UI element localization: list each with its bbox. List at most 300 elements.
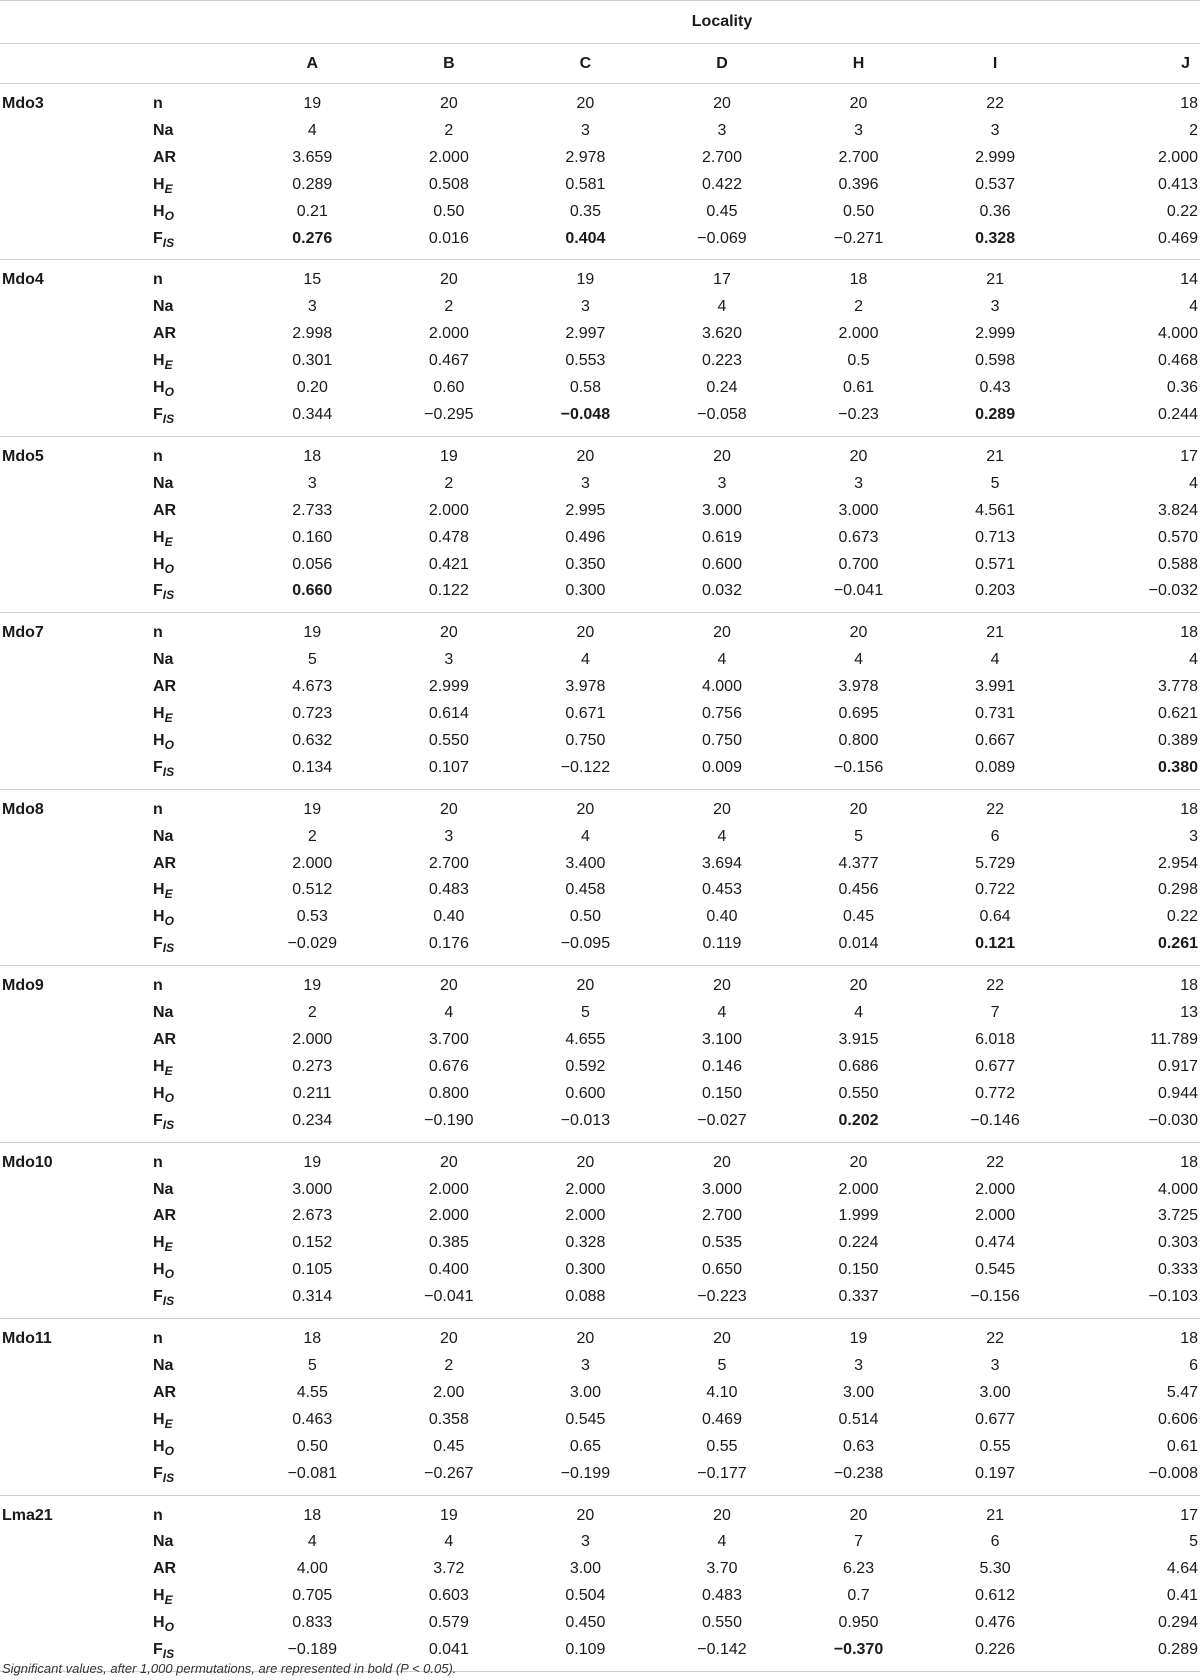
table-cell: 0.917 bbox=[1157, 1057, 1198, 1075]
table-row bbox=[0, 1284, 1200, 1318]
table-cell: 0.570 bbox=[1157, 528, 1198, 546]
column-header: B bbox=[381, 44, 518, 84]
table-cell: −0.142 bbox=[654, 1637, 791, 1671]
table-cell: 0.122 bbox=[381, 578, 518, 612]
table-cell: 3.915 bbox=[838, 1031, 879, 1048]
table-cell: 3.000 bbox=[701, 1180, 742, 1198]
table-cell: 3.620 bbox=[701, 325, 742, 343]
table-cell: 19 bbox=[303, 95, 322, 112]
table-cell: −0.030 bbox=[1063, 1108, 1200, 1142]
table-cell: 7 bbox=[990, 1004, 1000, 1022]
table-cell: 3.725 bbox=[1157, 1207, 1198, 1225]
table-cell: 5 bbox=[1189, 1533, 1198, 1551]
table-cell: 5.47 bbox=[1166, 1383, 1198, 1401]
table-cell: 0.344 bbox=[244, 402, 381, 436]
table-cell: 2.000 bbox=[292, 854, 333, 872]
table-cell: 3 bbox=[990, 1356, 1000, 1374]
table-cell: −0.027 bbox=[654, 1108, 791, 1142]
locus-name: Mdo5 bbox=[2, 447, 44, 465]
table-cell: 0.328 bbox=[565, 1234, 606, 1252]
table-cell: 2 bbox=[444, 298, 454, 316]
table-cell: 0.800 bbox=[428, 1084, 469, 1102]
table-cell: 3.400 bbox=[565, 854, 606, 872]
table-cell: 20 bbox=[439, 95, 458, 112]
table-header bbox=[0, 1, 1200, 84]
table-row bbox=[0, 1177, 1200, 1204]
table-cell: 0.276 bbox=[244, 226, 381, 260]
table-cell: 0.337 bbox=[790, 1284, 927, 1318]
locus-name: Mdo3 bbox=[2, 95, 44, 112]
table-cell: 20 bbox=[439, 800, 458, 818]
table-row bbox=[0, 1529, 1200, 1556]
statistic-label: $F_{IS}$ bbox=[143, 1461, 244, 1495]
table-cell: 0.088 bbox=[517, 1284, 654, 1318]
table-row bbox=[0, 525, 1200, 552]
table-cell: 0.660 bbox=[244, 578, 381, 612]
statistic-label: $H_E$ bbox=[153, 175, 173, 196]
statistic-label: n bbox=[153, 271, 163, 289]
header-row-columns bbox=[0, 44, 1200, 84]
table-cell: 0.45 bbox=[706, 202, 738, 220]
column-header: A bbox=[244, 44, 381, 84]
statistic-label: AR bbox=[153, 325, 177, 343]
table-cell: −0.189 bbox=[244, 1637, 381, 1671]
table-row bbox=[0, 904, 1200, 931]
table-cell: 3 bbox=[444, 651, 454, 669]
table-cell: 0.944 bbox=[1157, 1084, 1198, 1102]
table-row bbox=[0, 375, 1200, 402]
table-cell: 18 bbox=[303, 1330, 322, 1348]
table-cell: 21 bbox=[986, 271, 1004, 289]
table-cell: 0.677 bbox=[975, 1410, 1016, 1428]
statistic-label: AR bbox=[153, 1560, 177, 1578]
table-cell: 0.380 bbox=[1063, 755, 1200, 789]
table-cell: 4 bbox=[580, 651, 590, 669]
table-cell: −0.122 bbox=[517, 755, 654, 789]
statistic-label: Na bbox=[153, 1004, 174, 1022]
table-cell: 3 bbox=[990, 298, 1000, 316]
table-cell: 0.588 bbox=[1157, 555, 1198, 573]
table-cell: 21 bbox=[986, 624, 1004, 642]
table-cell: 20 bbox=[439, 624, 458, 642]
statistic-label: $H_E$ bbox=[153, 1234, 173, 1255]
table-cell: 20 bbox=[439, 1153, 458, 1171]
table-cell: 1.999 bbox=[838, 1207, 879, 1225]
table-cell: 20 bbox=[713, 1506, 731, 1524]
table-cell: 3 bbox=[1189, 827, 1198, 845]
table-cell: 4 bbox=[1189, 474, 1198, 492]
locus-name: Mdo8 bbox=[2, 800, 44, 818]
table-cell: 0.60 bbox=[433, 379, 465, 397]
table-cell: 4.655 bbox=[565, 1031, 606, 1048]
table-cell: 0.53 bbox=[296, 908, 328, 926]
table-cell: 20 bbox=[576, 95, 595, 112]
table-cell: 4 bbox=[717, 1533, 727, 1551]
table-cell: 0.483 bbox=[428, 881, 469, 899]
table-cell: 3.70 bbox=[706, 1560, 738, 1578]
table-cell: 0.152 bbox=[292, 1234, 333, 1252]
statistic-label: n bbox=[153, 95, 163, 112]
table-cell: 2.000 bbox=[428, 325, 469, 343]
table-cell: 19 bbox=[303, 624, 322, 642]
table-cell: 0.289 bbox=[292, 175, 333, 193]
table-cell: −0.370 bbox=[790, 1637, 927, 1671]
table-cell: 18 bbox=[849, 271, 868, 289]
table-cell: 0.385 bbox=[428, 1234, 469, 1252]
table-cell: 2.995 bbox=[565, 501, 606, 519]
table-cell: 3 bbox=[580, 298, 590, 316]
table-cell: 18 bbox=[1180, 1153, 1198, 1171]
table-row bbox=[0, 1407, 1200, 1434]
table-cell: 2.998 bbox=[292, 325, 333, 343]
table-cell: 3 bbox=[717, 474, 727, 492]
table-cell: 0.35 bbox=[569, 202, 601, 220]
table-row bbox=[0, 348, 1200, 375]
table-cell: 3.000 bbox=[292, 1180, 333, 1198]
table-cell: 3 bbox=[580, 474, 590, 492]
table-cell: 2.00 bbox=[433, 1383, 465, 1401]
table-cell: −0.271 bbox=[790, 226, 927, 260]
table-cell: 0.450 bbox=[565, 1614, 606, 1632]
table-cell: 0.508 bbox=[428, 175, 469, 193]
table-cell: 2 bbox=[1189, 121, 1198, 139]
table-cell: 0.20 bbox=[296, 379, 328, 397]
table-cell: 0.550 bbox=[838, 1084, 879, 1102]
table-cell: 0.396 bbox=[838, 175, 879, 193]
table-cell: −0.058 bbox=[654, 402, 791, 436]
table-row bbox=[0, 755, 1200, 789]
table-cell: 21 bbox=[986, 447, 1004, 465]
table-cell: 0.202 bbox=[790, 1108, 927, 1142]
table-cell: 19 bbox=[576, 271, 595, 289]
table-cell: 0.43 bbox=[979, 379, 1011, 397]
statistic-label: AR bbox=[153, 1031, 177, 1048]
table-cell: −0.095 bbox=[517, 931, 654, 965]
table-cell: 2.997 bbox=[565, 325, 606, 343]
locus-name: Mdo11 bbox=[2, 1330, 52, 1348]
table-cell: 0.5 bbox=[847, 352, 870, 370]
table-cell: 2.999 bbox=[975, 148, 1016, 166]
table-row bbox=[0, 436, 1200, 470]
table-row bbox=[0, 1319, 1200, 1353]
table-row bbox=[0, 1142, 1200, 1176]
statistic-label: $H_O$ bbox=[153, 731, 174, 752]
table-cell: 3.991 bbox=[975, 678, 1016, 696]
table-cell: 0.579 bbox=[428, 1614, 469, 1632]
table-cell: 2.000 bbox=[565, 1180, 606, 1198]
table-cell: 4 bbox=[307, 121, 317, 139]
table-cell: 0.545 bbox=[565, 1410, 606, 1428]
table-cell: −0.103 bbox=[1063, 1284, 1200, 1318]
table-cell: 0.45 bbox=[433, 1437, 465, 1455]
table-cell: 0.36 bbox=[1166, 379, 1198, 397]
table-cell: 0.614 bbox=[428, 705, 469, 723]
table-cell: 0.550 bbox=[428, 731, 469, 749]
table-cell: 18 bbox=[1180, 95, 1198, 112]
table-cell: 0.713 bbox=[975, 528, 1016, 546]
table-cell: 0.600 bbox=[701, 555, 742, 573]
table-cell: −0.029 bbox=[244, 931, 381, 965]
table-cell: 3 bbox=[717, 121, 727, 139]
table-cell: 20 bbox=[849, 1506, 868, 1524]
table-cell: 4.000 bbox=[1157, 325, 1198, 343]
statistic-label: AR bbox=[153, 1383, 177, 1401]
table-cell: 0.303 bbox=[1157, 1234, 1198, 1252]
table-cell: 0.203 bbox=[927, 578, 1064, 612]
table-cell: 2.954 bbox=[1157, 854, 1198, 872]
table-cell: 0.671 bbox=[565, 705, 606, 723]
table-cell: 4 bbox=[444, 1004, 454, 1022]
table-cell: 6 bbox=[990, 827, 1000, 845]
statistic-label: $F_{IS}$ bbox=[143, 1284, 244, 1318]
statistic-label: AR bbox=[153, 1207, 177, 1225]
table-cell: 0.603 bbox=[428, 1587, 469, 1605]
table-cell: 0.64 bbox=[979, 908, 1011, 926]
table-cell: 20 bbox=[713, 800, 731, 818]
table-cell: 22 bbox=[986, 95, 1004, 112]
table-cell: −0.199 bbox=[517, 1461, 654, 1495]
table-cell: −0.041 bbox=[790, 578, 927, 612]
table-cell: 0.55 bbox=[979, 1437, 1011, 1455]
statistic-label: $H_E$ bbox=[153, 352, 173, 373]
statistic-label: $F_{IS}$ bbox=[143, 1637, 244, 1671]
table-cell: 0.50 bbox=[842, 202, 875, 220]
table-cell: 20 bbox=[576, 800, 595, 818]
table-cell: −0.146 bbox=[927, 1108, 1064, 1142]
table-cell: 3.659 bbox=[292, 148, 333, 166]
table-cell: 20 bbox=[713, 95, 731, 112]
table-row bbox=[0, 1556, 1200, 1583]
statistic-label: $H_O$ bbox=[153, 202, 174, 223]
locus-name: Lma21 bbox=[2, 1506, 53, 1524]
table-cell: 0.65 bbox=[569, 1437, 601, 1455]
table-cell: 7 bbox=[854, 1533, 863, 1551]
statistic-label: $H_E$ bbox=[153, 1587, 173, 1608]
table-cell: 4.561 bbox=[975, 501, 1016, 519]
table-row bbox=[0, 578, 1200, 612]
table-cell: 0.474 bbox=[975, 1234, 1016, 1252]
table-cell: 0.41 bbox=[1166, 1587, 1198, 1605]
table-row bbox=[0, 1583, 1200, 1610]
table-row bbox=[0, 1434, 1200, 1461]
statistic-label: $F_{IS}$ bbox=[143, 402, 244, 436]
table-cell: 0.619 bbox=[701, 528, 742, 546]
table-cell: 17 bbox=[1180, 1506, 1198, 1524]
table-cell: −0.267 bbox=[381, 1461, 518, 1495]
table-cell: 0.032 bbox=[654, 578, 791, 612]
table-cell: 0.463 bbox=[292, 1410, 333, 1428]
table-cell: 3 bbox=[307, 474, 317, 492]
table-row bbox=[0, 498, 1200, 525]
table-cell: 2.999 bbox=[975, 325, 1016, 343]
table-cell: 2.000 bbox=[838, 1180, 879, 1198]
statistic-label: $H_O$ bbox=[153, 1261, 174, 1282]
statistic-label: $H_O$ bbox=[153, 1084, 174, 1105]
table-cell: 0.176 bbox=[381, 931, 518, 965]
table-cell: 2 bbox=[444, 121, 454, 139]
table-cell: 0.300 bbox=[565, 1261, 606, 1279]
locus-group bbox=[0, 613, 1200, 789]
table-cell: 2.700 bbox=[701, 1207, 742, 1225]
table-cell: 18 bbox=[303, 447, 322, 465]
table-cell: 3.978 bbox=[838, 678, 879, 696]
table-cell: 0.723 bbox=[292, 705, 333, 723]
table-cell: 0.612 bbox=[975, 1587, 1016, 1605]
table-cell: 0.469 bbox=[701, 1410, 742, 1428]
locus-name: Mdo10 bbox=[2, 1153, 53, 1171]
table-cell: 0.598 bbox=[975, 352, 1016, 370]
table-cell: 2.000 bbox=[565, 1207, 606, 1225]
table-row bbox=[0, 118, 1200, 145]
table-cell: 2.700 bbox=[838, 148, 879, 166]
table-cell: 0.61 bbox=[1166, 1437, 1198, 1455]
table-cell: 3.694 bbox=[701, 854, 742, 872]
table-cell: −0.041 bbox=[381, 1284, 518, 1318]
table-cell: −0.177 bbox=[654, 1461, 791, 1495]
table-cell: 2 bbox=[307, 827, 317, 845]
table-row bbox=[0, 1230, 1200, 1257]
table-cell: 2 bbox=[307, 1004, 317, 1022]
locus-group bbox=[0, 260, 1200, 436]
table-row bbox=[0, 674, 1200, 701]
table-cell: 20 bbox=[439, 977, 458, 995]
table-cell: 19 bbox=[439, 447, 458, 465]
table-cell: 3 bbox=[444, 827, 454, 845]
table-cell: 0.467 bbox=[428, 352, 469, 370]
table-cell: 0.24 bbox=[706, 379, 738, 397]
table-cell: 20 bbox=[576, 624, 595, 642]
table-cell: 4 bbox=[717, 298, 727, 316]
table-cell: 0.40 bbox=[433, 908, 465, 926]
statistic-label: AR bbox=[153, 148, 177, 166]
table-cell: 3.100 bbox=[701, 1031, 742, 1048]
table-cell: 4 bbox=[307, 1533, 317, 1551]
statistic-label: $H_E$ bbox=[153, 528, 173, 549]
table-cell: 0.458 bbox=[565, 881, 606, 899]
table-row bbox=[0, 402, 1200, 436]
table-cell: −0.156 bbox=[927, 1284, 1064, 1318]
table-cell: −0.081 bbox=[244, 1461, 381, 1495]
statistic-label: n bbox=[153, 447, 163, 465]
table-cell: 4 bbox=[990, 651, 1000, 669]
table-cell: 20 bbox=[576, 1506, 595, 1524]
table-cell: 20 bbox=[576, 447, 595, 465]
table-cell: 0.289 bbox=[1063, 1637, 1200, 1671]
table-cell: 2.000 bbox=[838, 325, 879, 343]
locus-group bbox=[0, 789, 1200, 965]
table-cell: 4.000 bbox=[1157, 1180, 1198, 1198]
table-row bbox=[0, 84, 1200, 118]
table-cell: 0.333 bbox=[1157, 1261, 1198, 1279]
table-cell: 0.421 bbox=[428, 555, 469, 573]
table-cell: 0.537 bbox=[975, 175, 1016, 193]
table-cell: 0.211 bbox=[292, 1084, 332, 1102]
table-cell: 0.514 bbox=[838, 1410, 879, 1428]
table-cell: 6 bbox=[1189, 1356, 1198, 1374]
table-cell: 2.000 bbox=[428, 501, 469, 519]
table-row bbox=[0, 1257, 1200, 1284]
table-row bbox=[0, 1108, 1200, 1142]
table-cell: 0.453 bbox=[701, 881, 742, 899]
table-cell: 2.000 bbox=[428, 148, 469, 166]
table-row bbox=[0, 1027, 1200, 1054]
table-cell: 4 bbox=[1189, 298, 1198, 316]
table-cell: 0.63 bbox=[842, 1437, 875, 1455]
column-header: J bbox=[1063, 44, 1200, 84]
table-cell: 0.22 bbox=[1166, 202, 1198, 220]
table-cell: 0.36 bbox=[979, 202, 1011, 220]
statistic-label: Na bbox=[153, 827, 174, 845]
table-cell: 0.314 bbox=[244, 1284, 381, 1318]
table-cell: 3.824 bbox=[1157, 501, 1198, 519]
table-row bbox=[0, 1461, 1200, 1495]
table-cell: 2.000 bbox=[292, 1031, 333, 1048]
table-cell: 0.160 bbox=[292, 528, 333, 546]
table-cell: 0.581 bbox=[565, 175, 606, 193]
table-cell: 4.377 bbox=[838, 854, 879, 872]
statistic-label: AR bbox=[153, 678, 177, 696]
table-row bbox=[0, 1000, 1200, 1027]
table-cell: 0.535 bbox=[701, 1234, 742, 1252]
table-cell: 2 bbox=[444, 474, 454, 492]
table-cell: 3.00 bbox=[569, 1383, 601, 1401]
statistic-label: n bbox=[153, 1506, 163, 1524]
table-cell: 13 bbox=[1180, 1004, 1198, 1022]
table-cell: 5 bbox=[307, 651, 317, 669]
table-row bbox=[0, 199, 1200, 226]
statistic-label: Na bbox=[153, 1356, 174, 1374]
table-cell: 0.800 bbox=[838, 731, 879, 749]
table-row bbox=[0, 321, 1200, 348]
table-cell: 3 bbox=[580, 121, 590, 139]
table-row bbox=[0, 1203, 1200, 1230]
table-cell: 2 bbox=[854, 298, 863, 316]
table-cell: 0.55 bbox=[706, 1437, 738, 1455]
statistic-label: $H_E$ bbox=[153, 705, 173, 726]
table-cell: 22 bbox=[986, 977, 1004, 995]
statistic-label: Na bbox=[153, 298, 174, 316]
table-cell: 3.000 bbox=[701, 501, 742, 519]
table-cell: 0.673 bbox=[838, 528, 879, 546]
table-cell: 20 bbox=[849, 977, 868, 995]
table-cell: 0.289 bbox=[927, 402, 1064, 436]
table-cell: 0.328 bbox=[927, 226, 1064, 260]
table-cell: 0.298 bbox=[1157, 881, 1198, 899]
table-cell: 0.014 bbox=[790, 931, 927, 965]
table-cell: 0.146 bbox=[701, 1057, 742, 1075]
table-cell: 0.404 bbox=[517, 226, 654, 260]
locality-header: Locality bbox=[244, 1, 1200, 44]
table-row bbox=[0, 1054, 1200, 1081]
table-cell: 18 bbox=[303, 1506, 322, 1524]
table-cell: 2.000 bbox=[975, 1180, 1016, 1198]
table-cell: 0.50 bbox=[433, 202, 465, 220]
table-cell: 2.000 bbox=[975, 1207, 1016, 1225]
locus-group bbox=[0, 436, 1200, 612]
table-cell: −0.223 bbox=[654, 1284, 791, 1318]
table-cell: 0.22 bbox=[1166, 908, 1198, 926]
table-cell: −0.069 bbox=[654, 226, 791, 260]
table-cell: 20 bbox=[713, 977, 731, 995]
table-cell: 0.667 bbox=[975, 731, 1016, 749]
table-cell: 0.772 bbox=[975, 1084, 1016, 1102]
table-cell: 0.650 bbox=[701, 1261, 742, 1279]
table-cell: 0.009 bbox=[654, 755, 791, 789]
table-cell: 0.226 bbox=[927, 1637, 1064, 1671]
table-cell: 0.107 bbox=[381, 755, 518, 789]
locus-group bbox=[0, 1495, 1200, 1671]
table-row bbox=[0, 1495, 1200, 1529]
